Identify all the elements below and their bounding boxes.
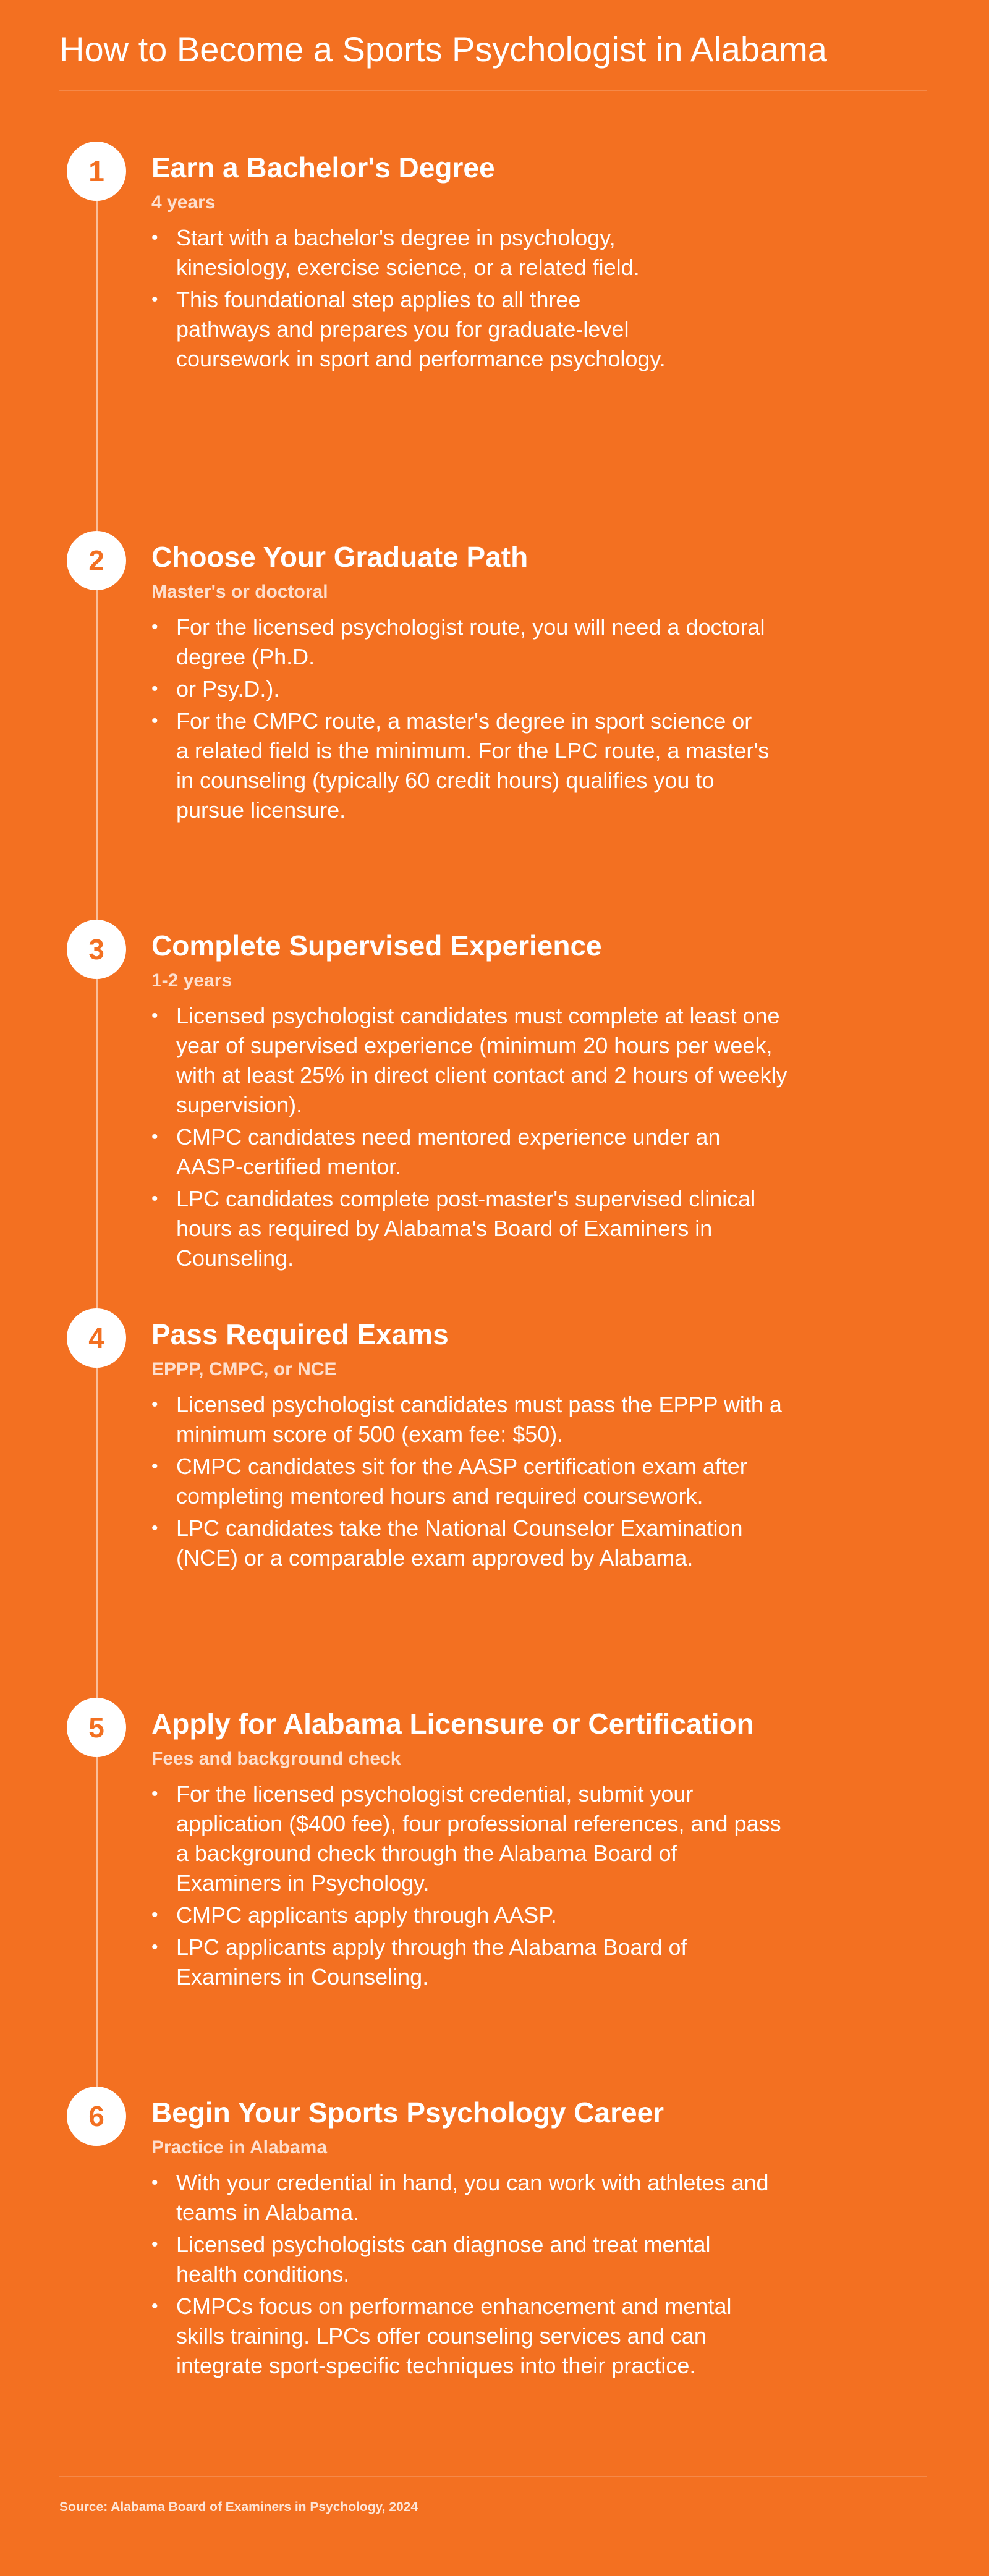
- step-title: Begin Your Sports Psychology Career: [151, 2096, 664, 2129]
- bullet-item: • LPC candidates take the National Counselor Examination (NCE) or a comparable exam approved by Alabama.: [151, 1514, 788, 1573]
- bullet-item: • CMPC applicants apply through AASP.: [151, 1900, 788, 1930]
- bullet-item: • Licensed psychologist candidates must pass the EPPP with a minimum score of 500 (exam fee: $50).: [151, 1390, 788, 1449]
- footer-divider: [59, 2476, 927, 2477]
- step-duration: Practice in Alabama: [151, 2137, 328, 2158]
- step-duration: 4 years: [151, 192, 216, 213]
- bullet-item: • This foundational step applies to all three pathways and prepares you for graduate-level coursework in sport and performance psychology.: [151, 285, 671, 374]
- step-number-badge: 2: [67, 531, 126, 590]
- bullet-item: • For the licensed psychologist credential, submit your application ($400 fee), four professional references, and pass a background check through the Alabama Board of Examiners in Psychology.: [151, 1779, 788, 1898]
- bullet-item: • LPC candidates complete post-master's supervised clinical hours as required by Alabama's Board of Examiners in Counseling.: [151, 1184, 788, 1273]
- step-title: Choose Your Graduate Path: [151, 541, 528, 573]
- bullet-item: • CMPC candidates need mentored experience under an AASP-certified mentor.: [151, 1122, 788, 1182]
- step-duration: Fees and background check: [151, 1748, 401, 1769]
- step-number-badge: 6: [67, 2087, 126, 2146]
- timeline-line: [96, 171, 98, 2116]
- bullet-item: • CMPCs focus on performance enhancement and mental skills training. LPCs offer counseling services and can integrate sport-specific techniques into their practice.: [151, 2292, 776, 2381]
- step-number-badge: 1: [67, 142, 126, 201]
- bullet-item: • Start with a bachelor's degree in psychology, kinesiology, exercise science, or a related field.: [151, 223, 671, 282]
- step-bullet-list: [151, 223, 671, 376]
- step-title: Complete Supervised Experience: [151, 930, 602, 962]
- header-divider: [59, 90, 927, 91]
- step-title: Apply for Alabama Licensure or Certification: [151, 1708, 754, 1740]
- step-title: Pass Required Exams: [151, 1318, 449, 1350]
- step-duration: EPPP, CMPC, or NCE: [151, 1359, 337, 1379]
- source-note: Source: Alabama Board of Examiners in Psychology, 2024: [59, 2500, 418, 2514]
- step-number-badge: 4: [67, 1308, 126, 1368]
- bullet-item: • Licensed psychologist candidates must complete at least one year of supervised experience (minimum 20 hours per week, with at least 25% in direct client contact and 2 hours of weekly supervision).: [151, 1001, 788, 1120]
- bullet-item: • Licensed psychologists can diagnose and treat mental health conditions.: [151, 2230, 776, 2289]
- bullet-item: • For the licensed psychologist route, you will need a doctoral degree (Ph.D.: [151, 612, 770, 672]
- bullet-item: • or Psy.D.).: [151, 674, 770, 704]
- bullet-item: • CMPC candidates sit for the AASP certification exam after completing mentored hours and required coursework.: [151, 1452, 788, 1511]
- step-number-badge: 3: [67, 920, 126, 979]
- step-bullet-list: [151, 1390, 788, 1575]
- bullet-item: • For the CMPC route, a master's degree in sport science or a related field is the minimum. For the LPC route, a master's in counseling (typically 60 credit hours) qualifies you to pursue licensure.: [151, 706, 770, 825]
- step-bullet-list: [151, 1779, 788, 1994]
- page-title: How to Become a Sports Psychologist in Alabama: [59, 30, 827, 69]
- bullet-item: • LPC applicants apply through the Alabama Board of Examiners in Counseling.: [151, 1933, 788, 1992]
- step-duration: 1-2 years: [151, 970, 232, 991]
- step-number-badge: 5: [67, 1698, 126, 1757]
- step-bullet-list: [151, 612, 770, 828]
- bullet-item: • With your credential in hand, you can work with athletes and teams in Alabama.: [151, 2168, 776, 2227]
- step-duration: Master's or doctoral: [151, 582, 328, 602]
- step-title: Earn a Bachelor's Degree: [151, 151, 495, 184]
- step-bullet-list: [151, 2168, 776, 2383]
- step-bullet-list: [151, 1001, 788, 1276]
